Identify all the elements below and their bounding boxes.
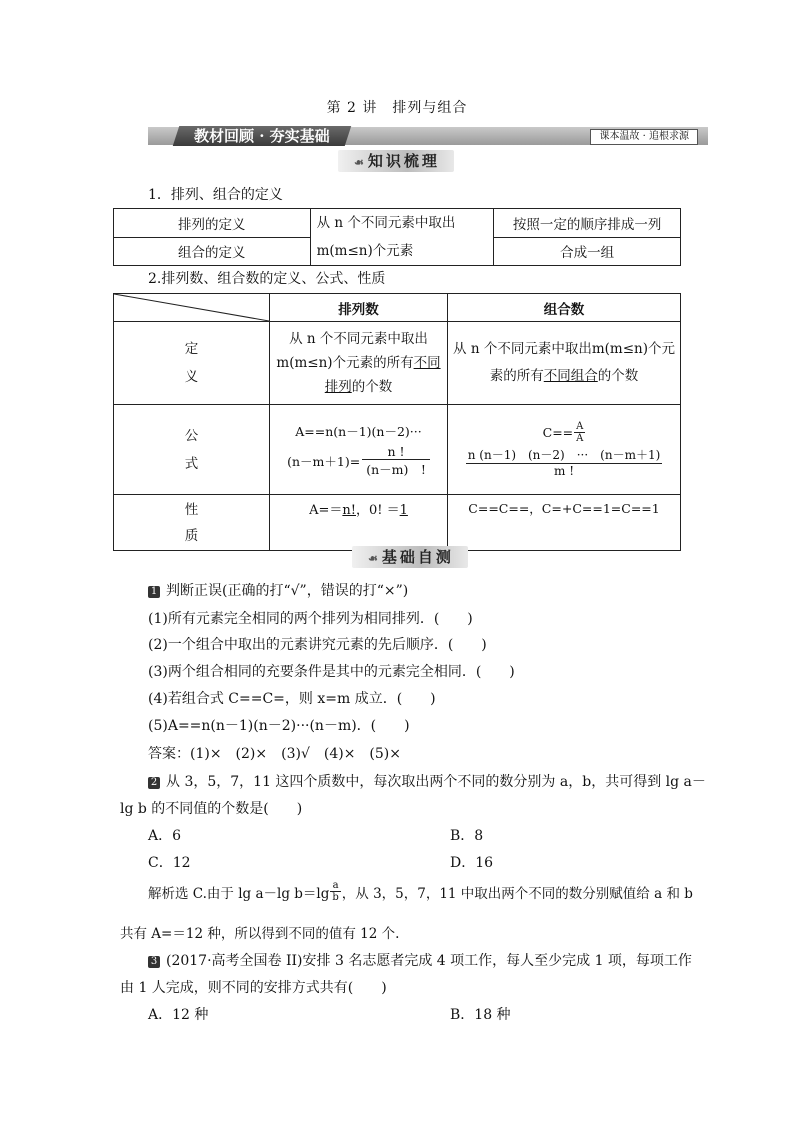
underlined-text: n! xyxy=(342,503,356,518)
row-label xyxy=(114,405,270,495)
banner-left-text: 教材回顾 · 夯实基础 xyxy=(194,127,330,145)
solution-text: 解析选 C.由于 lg a－lg b＝lg xyxy=(148,885,330,902)
text-span: 的个数 xyxy=(351,379,393,395)
part1-heading: 1．排列、组合的定义 xyxy=(148,187,283,203)
table-cell: 排列的定义 xyxy=(114,209,311,238)
def-perm-line xyxy=(274,351,443,375)
fraction xyxy=(466,446,663,478)
row-label-char: 定 xyxy=(184,341,199,357)
text-span: 的个数 xyxy=(597,368,639,384)
question-number-badge: 2 xyxy=(148,777,160,789)
fraction xyxy=(574,421,585,444)
underlined-text: 1 xyxy=(399,503,408,518)
table-cell: 组合的定义 xyxy=(114,237,311,266)
formula-perm xyxy=(270,405,448,495)
tab-mark-icon: ☙ xyxy=(354,156,364,169)
q2-solution-line-2: 共有 A=＝12 种，所以得到不同的值有 12 个. xyxy=(120,926,400,942)
q1-item: (5)A==n(n－1)(n－2)···(n－m)．( ) xyxy=(148,718,410,734)
fraction-numerator: A xyxy=(576,421,584,432)
def-comb-line xyxy=(452,363,676,390)
def-comb-line: 从 n 个不同元素中取出m(m≤n)个元 xyxy=(453,341,675,357)
def-perm-line xyxy=(274,375,443,399)
section-banner xyxy=(148,127,708,145)
q1-item: (3)两个组合相同的充要条件是其中的元素完全相同．( ) xyxy=(148,664,515,680)
shared-line-1: 从 n 个不同元素中取出 xyxy=(316,215,456,231)
underlined-text: 排列 xyxy=(324,379,352,395)
underlined-text: 不同组合 xyxy=(543,368,598,384)
banner-right-text: 课本温故 · 追根求源 xyxy=(590,129,698,145)
q3-option-b: B．18 种 xyxy=(450,1007,511,1023)
definition-perm xyxy=(270,322,448,405)
q2-option-d: D．16 xyxy=(450,855,494,871)
q2-option-b: B．8 xyxy=(450,828,484,844)
q3-stem-line-2: 由 1 人完成，则不同的安排方式共有( ) xyxy=(120,980,387,996)
q2-option-c: C．12 xyxy=(148,855,191,871)
text-span: ，0! ＝ xyxy=(355,503,400,518)
q2-option-a: A．6 xyxy=(148,828,182,844)
q3-stem-text: (2017·高考全国卷 II)安排 3 名志愿者完成 4 项工作，每人至少完成 1 项，每项工作 xyxy=(166,953,692,969)
row-label-char: 公 xyxy=(184,427,199,444)
q2-solution-line-1 xyxy=(148,880,693,903)
q3-option-a: A．12 种 xyxy=(148,1007,209,1023)
table-cell xyxy=(310,209,494,266)
formula-line xyxy=(452,421,676,444)
definition-comb xyxy=(448,322,681,405)
page-title: 第 2 讲 排列与组合 xyxy=(326,100,468,116)
section-tab-self-test xyxy=(352,546,468,568)
fraction-denominator: m ! xyxy=(554,464,575,478)
text-span: 素的所有 xyxy=(489,368,544,384)
fraction xyxy=(362,444,430,478)
question-number-badge: 1 xyxy=(148,586,160,598)
diagonal-header-cell xyxy=(114,294,270,322)
formula-table xyxy=(113,293,681,551)
q3-stem xyxy=(148,950,692,970)
fraction-numerator: a xyxy=(330,880,340,892)
row-label-char: 义 xyxy=(184,369,199,385)
fraction xyxy=(330,880,340,903)
column-header: 组合数 xyxy=(448,294,681,322)
formula-text: C== xyxy=(542,425,574,440)
row-label xyxy=(114,495,270,551)
q1-stem-text: 判断正误(正确的打“√”，错误的打“×”) xyxy=(166,583,409,599)
q1-item: (2)一个组合中取出的元素讲究元素的先后顺序．( ) xyxy=(148,637,487,653)
shared-line-2: m(m≤n)个元素 xyxy=(316,243,414,259)
table-cell: 合成一组 xyxy=(494,237,681,266)
definition-table xyxy=(113,208,681,266)
text-span: m(m≤n)个元素的所有 xyxy=(276,355,414,371)
q2-stem xyxy=(148,771,706,791)
banner-left xyxy=(173,126,351,146)
fraction-numerator: n ! xyxy=(362,444,430,460)
q1-item: (1)所有元素完全相同的两个排列为相同排列．( ) xyxy=(148,611,473,627)
solution-text: ，从 3，5，7，11 中取出两个不同的数分别赋值给 a 和 b xyxy=(341,885,693,902)
tab-mark-icon: ☙ xyxy=(368,552,378,565)
underlined-text: 不同 xyxy=(413,355,441,371)
formula-comb xyxy=(448,405,681,495)
row-label-char: 式 xyxy=(184,455,199,472)
part2-heading: 2.排列数、组合数的定义、公式、性质 xyxy=(148,271,386,287)
fraction-denominator: b xyxy=(332,892,339,903)
section-tab-knowledge xyxy=(338,150,454,172)
section-self-test-label: 基础自测 xyxy=(381,548,454,566)
fraction-numerator: n (n－1) (n－2) ··· (n－m＋1) xyxy=(467,448,661,462)
section-knowledge-label: 知识梳理 xyxy=(367,152,440,170)
q2-stem-text: 从 3，5，7，11 这四个质数中，每次取出两个不同的数分别为 a，b，共可得到 lg a－ xyxy=(166,774,706,790)
q2-stem-line-2: lg b 的不同值的个数是( ) xyxy=(120,801,303,817)
fraction-denominator: (n－m) ! xyxy=(366,461,426,477)
formula-text: (n－m＋1)= xyxy=(287,453,361,469)
q1-item: (4)若组合式 C==C=，则 x=m 成立．( ) xyxy=(148,691,436,707)
formula-line xyxy=(274,444,443,478)
row-label-char: 质 xyxy=(184,527,199,544)
def-perm-line: 从 n 个不同元素中取出 xyxy=(289,331,428,347)
row-label-char: 性 xyxy=(184,501,199,518)
q1-stem xyxy=(148,580,408,600)
property-perm xyxy=(270,495,448,551)
formula-line: A==n(n－1)(n－2)··· xyxy=(295,423,422,439)
row-label xyxy=(114,322,270,405)
property-comb: C==C==，C=+C==1=C==1 xyxy=(448,495,681,551)
table-cell: 按照一定的顺序排成一列 xyxy=(494,209,681,238)
question-number-badge: 3 xyxy=(148,956,160,968)
text-span: A=＝ xyxy=(309,503,343,518)
q1-answer: 答案：(1)× (2)× (3)√ (4)× (5)× xyxy=(148,746,401,762)
diagonal-line xyxy=(114,294,269,321)
fraction-denominator: A xyxy=(576,433,584,444)
column-header: 排列数 xyxy=(270,294,448,322)
